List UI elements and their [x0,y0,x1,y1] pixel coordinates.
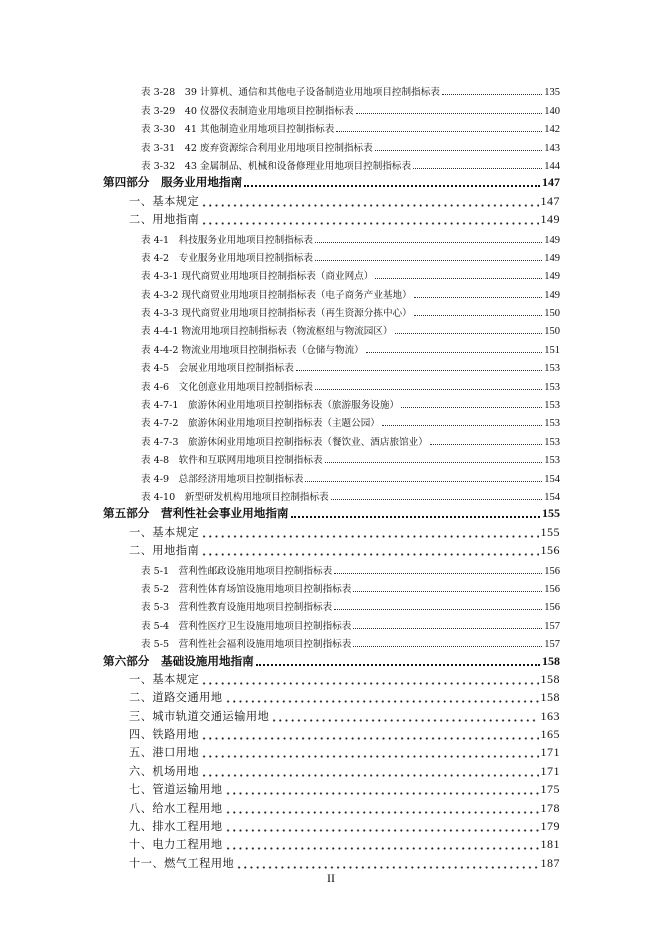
toc-table-entry[interactable] [103,448,560,466]
toc-table-entry[interactable] [103,337,560,355]
toc-table-entry[interactable] [103,374,560,392]
toc-entry-label: 表 4-7-2 旅游休闲业用地项目控制指标表（主题公园） [141,418,380,430]
toc-entry-label: 一、基本规定 [129,194,200,208]
toc-table-entry[interactable] [103,485,560,503]
toc-entry-page: 149 [544,234,560,246]
toc-table-entry[interactable] [103,356,560,374]
toc-entry-page: 135 [544,87,560,99]
toc-entry-label: 表 3-28 39 计算机、通信和其他电子设备制造业用地项目控制指标表 [141,87,440,99]
toc-table-entry[interactable] [103,282,560,300]
toc-entry-label: 七、管道运输用地 [129,783,223,797]
toc-table-entry[interactable] [103,135,560,153]
toc-entry-page: 179 [540,819,560,834]
toc-entry-page: 156 [544,583,560,595]
toc-section-entry[interactable] [103,209,560,227]
toc-section-entry[interactable] [103,816,560,834]
dot-leader [315,232,542,243]
dot-leader [353,581,542,592]
toc-entry-page: 163 [540,708,560,723]
toc-section-entry[interactable] [103,797,560,815]
dot-leader [201,528,538,538]
toc-entry-page: 153 [544,400,560,412]
toc-entry-label: 第四部分 服务业用地指南 [103,175,243,190]
dot-leader [414,287,543,298]
dot-leader [375,140,543,151]
toc-section-entry[interactable] [103,705,560,723]
toc-entry-label: 九、排水工程用地 [129,820,223,834]
toc-entry-page: 149 [540,212,560,227]
toc-entry-page: 153 [544,381,560,393]
toc-entry-label: 表 4-3-2 现代商贸业用地项目控制指标表（电子商务产业基地） [141,289,412,301]
toc-table-entry[interactable] [103,429,560,447]
toc-entry-label: 表 4-3-1 现代商贸业用地项目控制指标表（商业网点） [141,271,374,283]
toc-entry-page: 147 [542,175,560,190]
toc-entry-label: 十、电力工程用地 [129,838,223,852]
toc-entry-page: 156 [544,602,560,614]
toc-section-entry[interactable] [103,669,560,687]
toc-entry-page: 155 [540,524,560,539]
toc-section-entry[interactable] [103,760,560,778]
toc-entry-page: 158 [542,653,560,668]
toc-entry-label: 五、港口用地 [129,746,200,760]
dot-leader [201,767,538,777]
toc-table-entry[interactable] [103,595,560,613]
toc-entry-page: 178 [540,800,560,815]
toc-entry-label: 表 4-3-3 现代商贸业用地项目控制指标表（再生资源分拣中心） [141,308,412,320]
toc-entry-page: 175 [540,782,560,797]
dot-leader [225,840,539,850]
toc-part-heading[interactable] [103,172,560,190]
toc-entry-label: 表 3-32 43 金属制品、机械和设备修理业用地项目控制指标表 [141,160,412,172]
dot-leader [366,342,542,353]
dot-leader [353,636,542,647]
toc-entry-page: 154 [544,473,560,485]
dot-leader [414,305,543,316]
toc-table-entry[interactable] [103,632,560,650]
dot-leader [291,506,540,518]
dot-leader [225,822,539,832]
toc-table-entry[interactable] [103,558,560,576]
toc-entry-page: 153 [544,418,560,430]
toc-entry-page: 153 [544,436,560,448]
toc-entry-page: 181 [540,837,560,852]
toc-table-entry[interactable] [103,466,560,484]
toc-entry-label: 二、用地指南 [129,544,200,558]
toc-entry-label: 表 5-3 营利性教育设施用地项目控制指标表 [141,602,333,614]
table-of-contents [103,80,560,871]
toc-entry-label: 表 3-31 42 废弃资源综合利用业用地项目控制指标表 [141,142,373,154]
toc-entry-page: 153 [544,363,560,375]
toc-entry-label: 三、城市轨道交通运输用地 [129,709,270,723]
toc-table-entry[interactable] [103,227,560,245]
dot-leader [256,654,540,666]
dot-leader [315,379,542,390]
dot-leader [401,397,542,408]
toc-entry-label: 表 4-8 软件和互联网用地项目控制指标表 [141,455,323,467]
toc-entry-label: 二、用地指南 [129,213,200,227]
toc-entry-page: 149 [544,289,560,301]
toc-table-entry[interactable] [103,411,560,429]
toc-entry-page: 153 [544,455,560,467]
toc-entry-label: 表 5-2 营利性体育场馆设施用地项目控制指标表 [141,583,352,595]
dot-leader [305,471,542,482]
toc-entry-page: 158 [540,671,560,686]
dot-leader [201,675,538,685]
toc-entry-label: 第六部分 基础设施用地指南 [103,653,254,668]
dot-leader [442,84,542,95]
toc-entry-page: 149 [544,252,560,264]
toc-table-entry[interactable] [103,246,560,264]
dot-leader [244,175,540,187]
toc-entry-label: 表 4-2 专业服务业用地项目控制指标表 [141,252,313,264]
toc-table-entry[interactable] [103,301,560,319]
toc-section-entry[interactable] [103,521,560,539]
toc-entry-label: 十一、燃气工程用地 [129,856,235,870]
toc-entry-page: 155 [542,506,560,521]
toc-entry-page: 151 [544,344,560,356]
toc-entry-page: 150 [544,326,560,338]
toc-entry-label: 六、机场用地 [129,764,200,778]
dot-leader [382,415,542,426]
toc-entry-page: 144 [544,160,560,172]
toc-section-entry[interactable] [103,687,560,705]
toc-table-entry[interactable] [103,613,560,631]
dot-leader [334,563,542,574]
toc-section-entry[interactable] [103,742,560,760]
toc-table-entry[interactable] [103,577,560,595]
toc-table-entry[interactable] [103,154,560,172]
toc-entry-label: 表 4-9 总部经济用地项目控制指标表 [141,473,304,485]
toc-section-entry[interactable] [103,834,560,852]
dot-leader [331,489,543,500]
toc-table-entry[interactable] [103,319,560,337]
dot-leader [430,434,542,445]
toc-entry-label: 二、道路交通用地 [129,691,223,705]
dot-leader [336,121,542,132]
dot-leader [225,693,539,703]
toc-entry-label: 四、铁路用地 [129,728,200,742]
toc-entry-label: 一、基本规定 [129,672,200,686]
toc-entry-label: 表 3-30 41 其他制造业用地项目控制指标表 [141,124,335,136]
toc-entry-label: 表 5-1 营利性邮政设施用地项目控制指标表 [141,565,333,577]
toc-entry-label: 第五部分 营利性社会事业用地指南 [103,506,289,521]
toc-section-entry[interactable] [103,852,560,870]
dot-leader [325,452,543,463]
toc-section-entry[interactable] [103,190,560,208]
dot-leader [225,804,539,814]
toc-entry-label: 表 4-6 文化创意业用地项目控制指标表 [141,381,313,393]
toc-section-entry[interactable] [103,724,560,742]
toc-entry-page: 156 [540,543,560,558]
toc-entry-page: 157 [544,620,560,632]
toc-entry-page: 149 [544,271,560,283]
toc-entry-page: 171 [540,763,560,778]
toc-entry-label: 表 4-7-3 旅游休闲业用地项目控制指标表（餐饮业、酒店旅馆业） [141,436,428,448]
toc-entry-label: 表 5-4 营利性医疗卫生设施用地项目控制指标表 [141,620,352,632]
toc-entry-page: 154 [544,491,560,503]
toc-entry-label: 表 4-4-2 物流业用地项目控制指标表（仓储与物流） [141,344,364,356]
toc-part-heading[interactable] [103,503,560,521]
toc-entry-label: 八、给水工程用地 [129,801,223,815]
dot-leader [201,546,538,556]
dot-leader [315,250,542,261]
dot-leader [375,268,542,279]
toc-entry-page: 143 [544,142,560,154]
toc-entry-page: 165 [540,727,560,742]
toc-entry-page: 158 [540,690,560,705]
toc-entry-label: 表 4-4-1 物流用地项目控制指标表（物流枢纽与物流园区） [141,326,393,338]
dot-leader [236,859,538,869]
toc-entry-page: 187 [540,855,560,870]
toc-entry-page: 157 [544,639,560,651]
dot-leader [296,360,542,371]
toc-table-entry[interactable] [103,117,560,135]
toc-section-entry[interactable] [103,779,560,797]
page-number: II [327,871,335,885]
toc-entry-label: 表 3-29 40 仪器仪表制造业用地项目控制指标表 [141,105,354,117]
dot-leader [225,785,539,795]
toc-entry-label: 表 4-7-1 旅游休闲业用地项目控制指标表（旅游服务设施） [141,400,400,412]
toc-entry-page: 140 [544,105,560,117]
dot-leader [395,323,543,334]
toc-table-entry[interactable] [103,80,560,98]
toc-entry-label: 一、基本规定 [129,525,200,539]
dot-leader [201,748,538,758]
dot-leader [334,599,542,610]
dot-leader [201,197,538,207]
toc-entry-page: 150 [544,308,560,320]
dot-leader [201,215,538,225]
toc-entry-page: 171 [540,745,560,760]
toc-entry-label: 表 4-1 科技服务业用地项目控制指标表 [141,234,313,246]
toc-table-entry[interactable] [103,98,560,116]
dot-leader [271,712,538,722]
dot-leader [356,103,543,114]
toc-section-entry[interactable] [103,540,560,558]
toc-entry-page: 147 [540,193,560,208]
dot-leader [413,158,542,169]
toc-table-entry[interactable] [103,264,560,282]
toc-entry-page: 156 [544,565,560,577]
toc-part-heading[interactable] [103,650,560,668]
toc-entry-label: 表 5-5 营利性社会福利设施用地项目控制指标表 [141,639,352,651]
dot-leader [201,730,538,740]
toc-entry-label: 表 4-5 会展业用地项目控制指标表 [141,363,294,375]
dot-leader [353,618,542,629]
toc-entry-label: 表 4-10 新型研发机构用地项目控制指标表 [141,491,329,503]
toc-table-entry[interactable] [103,393,560,411]
toc-entry-page: 142 [544,124,560,136]
